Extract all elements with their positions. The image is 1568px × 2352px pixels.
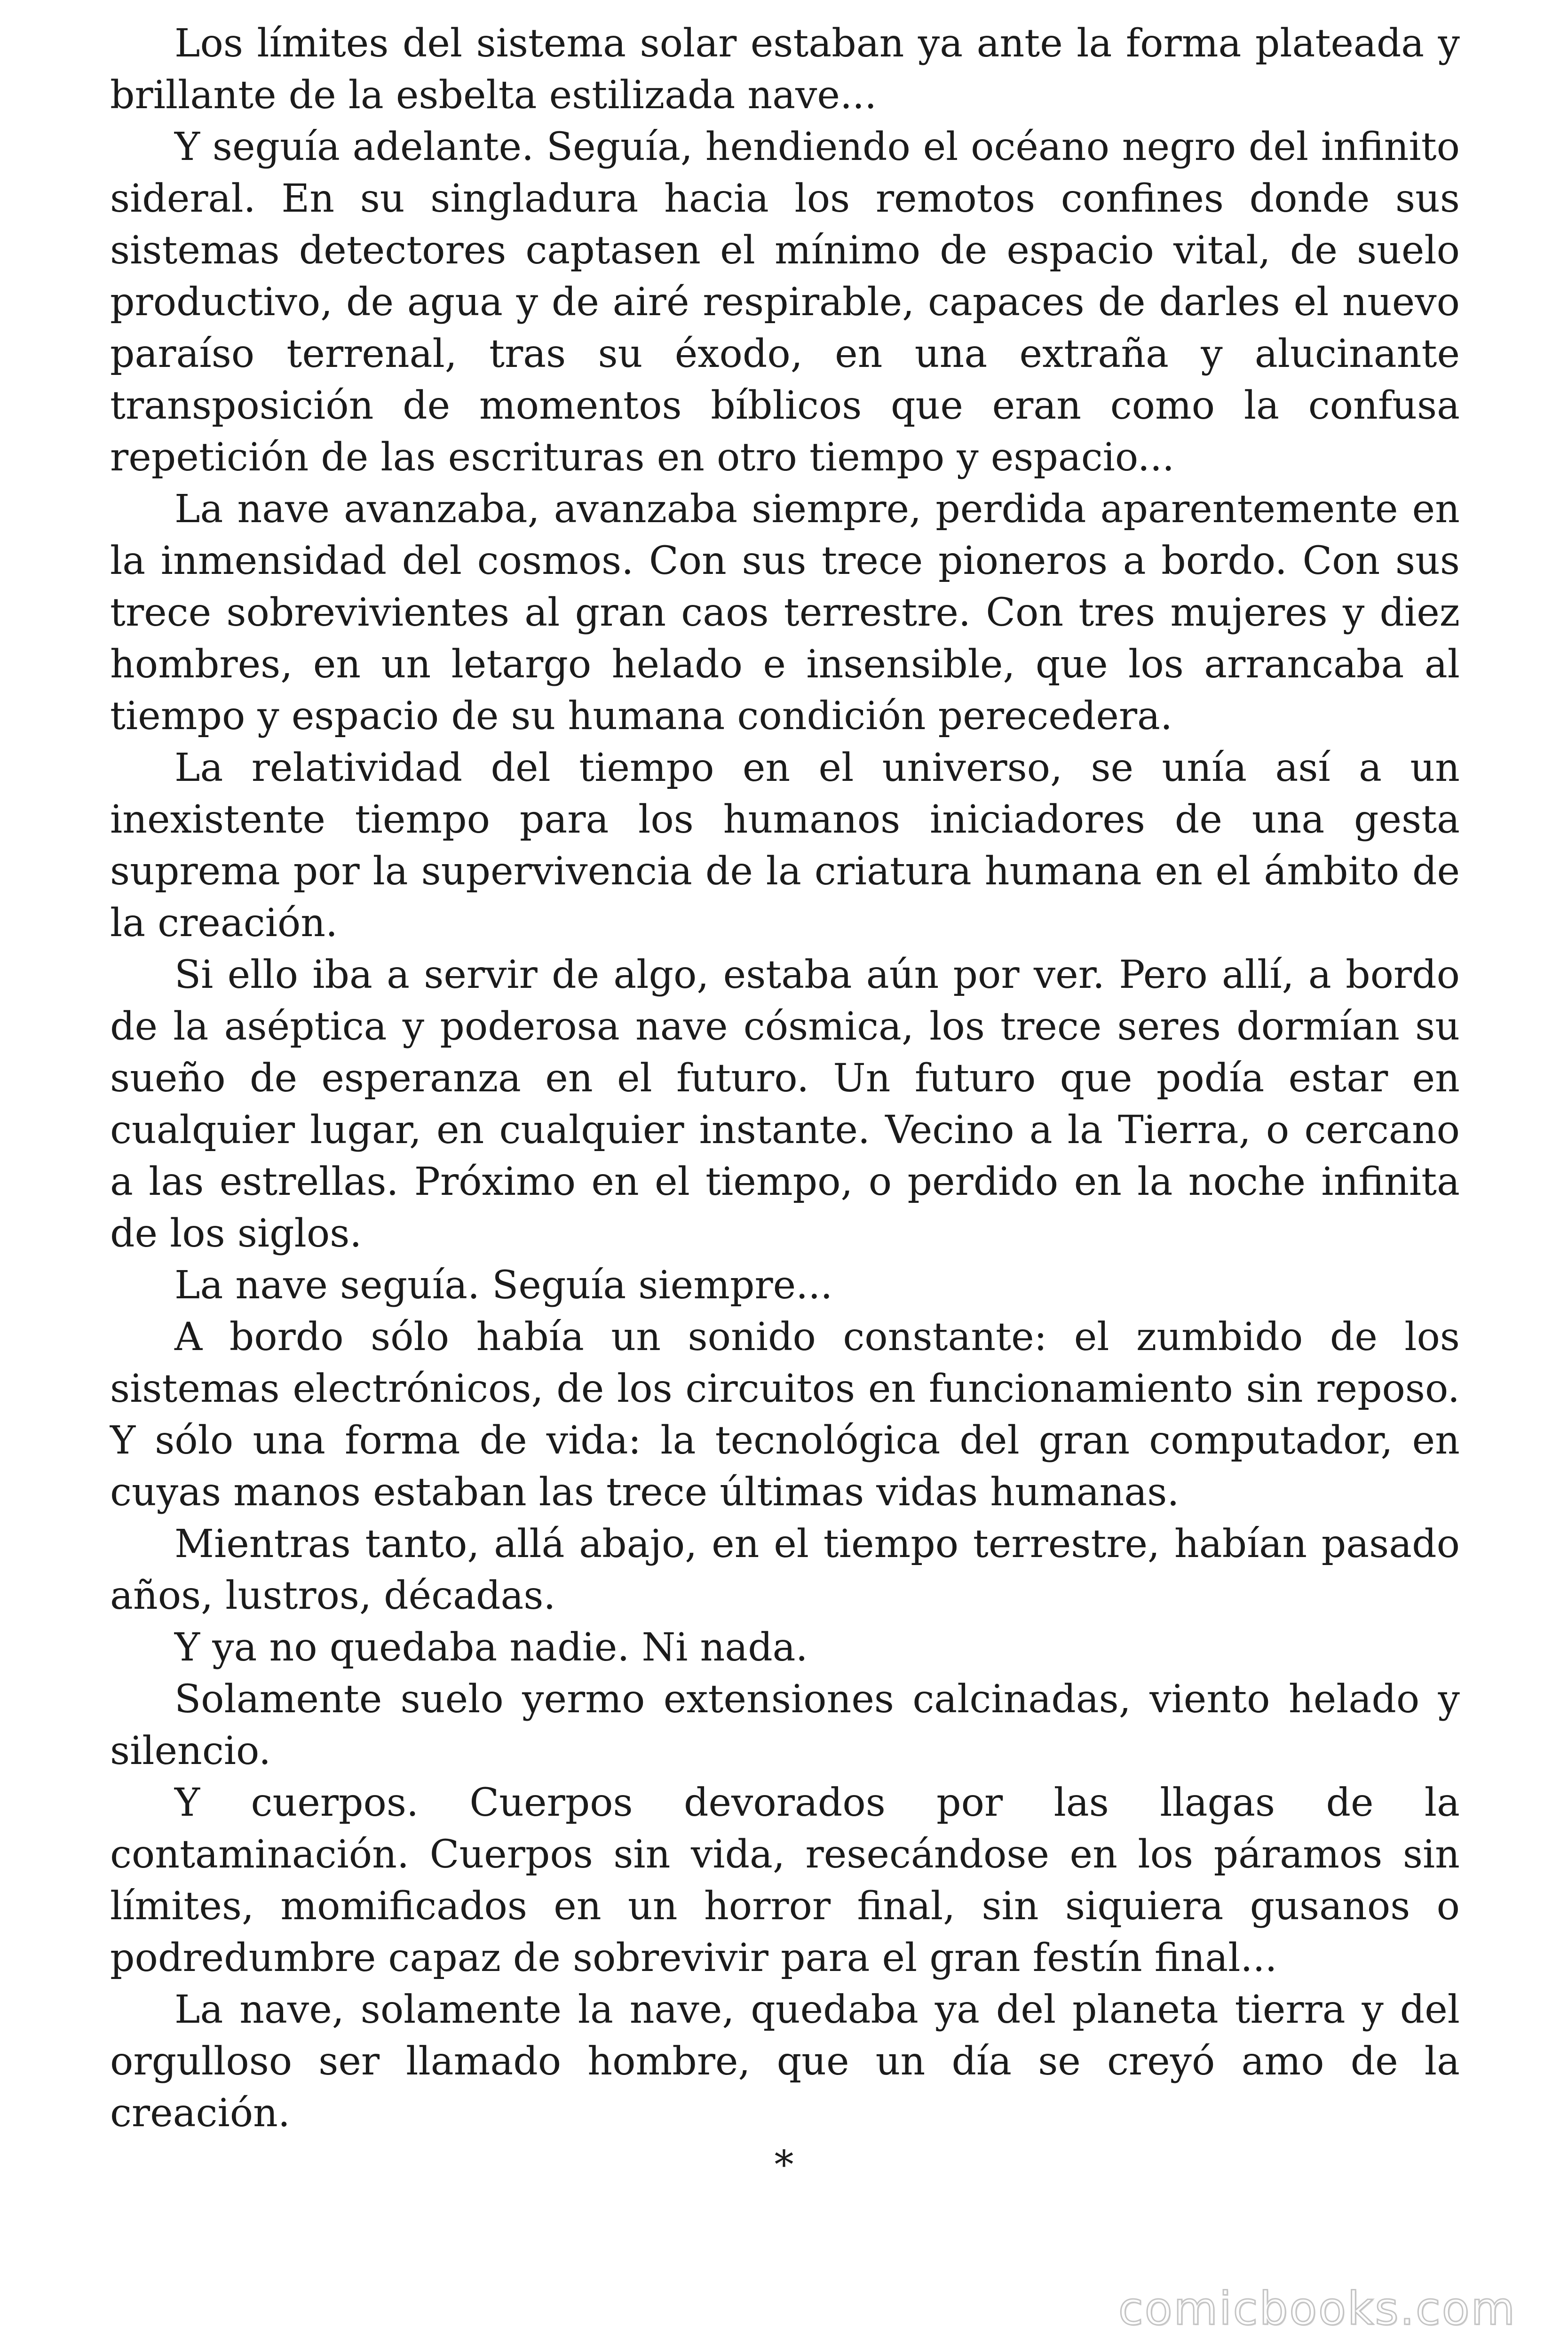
paragraph-10: Solamente suelo yermo extensiones calcinadas, viento helado y silencio.: [110, 1677, 1460, 1773]
paragraph-3: La nave avanzaba, avanzaba siempre, perdida aparentemente en la inmensidad del cosmos. Con sus trece pioneros a bordo. Con sus trece sobrevivientes al gran caos terrestre. Con tres mujeres y diez hombres, en un letargo helado e insensible, que los arrancaba al tiempo y espacio de su humana condición perecedera.: [110, 487, 1460, 739]
watermark: comicbooks.com: [1118, 2282, 1516, 2335]
paragraph-11: Y cuerpos. Cuerpos devorados por las llagas de la contaminación. Cuerpos sin vida, resecándose en los páramos sin límites, momificados en un horror final, sin siquiera gusanos o podredumbre capaz de sobrevivir para el gran festín final...: [110, 1780, 1460, 1980]
paragraph-6: La nave seguía. Seguía siempre...: [174, 1263, 833, 1308]
paragraph-8: Mientras tanto, allá abajo, en el tiempo terrestre, habían pasado años, lustros, décadas.: [110, 1522, 1460, 1618]
section-separator: *: [774, 2143, 794, 2187]
paragraph-2: Y seguía adelante. Seguía, hendiendo el océano negro del infinito sideral. En su singladura hacia los remotos confines donde sus sistemas detectores captasen el mínimo de espacio vital, de suelo productivo, de agua y de airé respirable, capaces de darles el nuevo paraíso terrenal, tras su éxodo, en una extraña y alucinante transposición de momentos bíblicos que eran como la confusa repetición de las escrituras en otro tiempo y espacio...: [110, 125, 1460, 480]
paragraph-9: Y ya no quedaba nadie. Ni nada.: [174, 1625, 808, 1670]
paragraph-1: Los límites del sistema solar estaban ya ante la forma plateada y brillante de la esbelta estilizada nave...: [110, 21, 1460, 118]
paragraph-7: A bordo sólo había un sonido constante: el zumbido de los sistemas electrónicos, de los circuitos en funcionamiento sin reposo. Y sólo una forma de vida: la tecnológica del gran computador, en cuyas manos estaban las trece últimas vidas humanas.: [110, 1315, 1460, 1515]
document-body: [110, 18, 1460, 2139]
paragraph-5: Si ello iba a servir de algo, estaba aún por ver. Pero allí, a bordo de la aséptica y poderosa nave cósmica, los trece seres dormían su sueño de esperanza en el futuro. Un futuro que podía estar en cualquier lugar, en cualquier instante. Vecino a la Tierra, o cercano a las estrellas. Próximo en el tiempo, o perdido en la noche infinita de los siglos.: [110, 953, 1460, 1256]
paragraph-12: La nave, solamente la nave, quedaba ya del planeta tierra y del orgulloso ser llamado hombre, que un día se creyó amo de la creación.: [110, 1987, 1460, 2136]
paragraph-4: La relatividad del tiempo en el universo, se unía así a un inexistente tiempo para los humanos iniciadores de una gesta suprema por la supervivencia de la criatura humana en el ámbito de la creación.: [110, 746, 1460, 946]
